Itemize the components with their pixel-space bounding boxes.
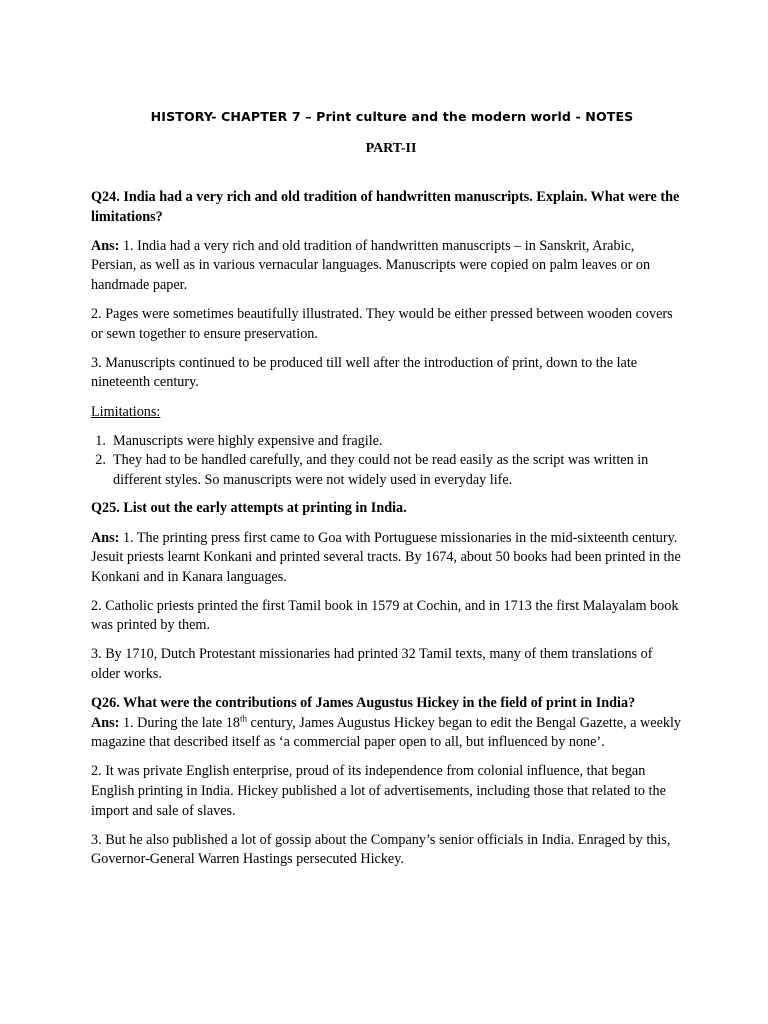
- q24-answer-3: 3. Manuscripts continued to be produced till well after the introduction of print, down to the late nineteenth century.: [91, 354, 638, 391]
- ans-label: Ans:: [91, 529, 120, 546]
- question-q24: Q24. India had a very rich and old tradition of handwritten manuscripts. Explain. What were the limitations?: [91, 189, 680, 225]
- limitations-list: [91, 432, 681, 491]
- limitations-heading: [91, 403, 681, 423]
- list-item: 2. They had to be handled carefully, and they could not be read easily as the script was written in different styles. So manuscripts were not widely used in everyday life.: [113, 451, 681, 490]
- part-heading: PART-II: [365, 140, 417, 156]
- q24-answer-2: 2. Pages were sometimes beautifully illustrated. They would be either pressed between wooden covers or sewn together to ensure preservation.: [91, 306, 673, 342]
- list-item: 1. Manuscripts were highly expensive and fragile.: [113, 432, 681, 452]
- q26-answer-1-text-b: century, James Augustus Hickey began to edit the Bengal Gazette, a weekly magazine that described itself as ‘a commercial paper open to all, but influenced by none’.: [91, 714, 682, 751]
- q25-answer-1: [91, 529, 681, 588]
- q26-answer-1: [91, 714, 681, 753]
- document-title: HISTORY- CHAPTER 7 – Print culture and the modern world - NOTES: [150, 109, 634, 124]
- q26-answer-2: 2. It was private English enterprise, proud of its independence from colonial influence, that began English printing in India. Hickey published a lot of advertisements, including those that related to the import and sale of slaves.: [91, 763, 666, 819]
- q25-answer-3: 3. By 1710, Dutch Protestant missionaries had printed 32 Tamil texts, many of them translations of older works.: [91, 646, 653, 683]
- q25-answer-1-text: 1. The printing press first came to Goa with Portuguese missionaries in the mid-sixteenth century. Jesuit priests learnt Konkani and printed several tracts. By 1674, about 50 books had been printed in the Konkani and in Kanara languages.: [91, 529, 681, 585]
- q24-answer-1: [91, 237, 681, 296]
- q24-answer-1-text: 1. India had a very rich and old tradition of handwritten manuscripts – in Sanskrit, Arabic, Persian, as well as in various vernacular languages. Manuscripts were copied on palm leaves or on handmade paper.: [91, 237, 651, 294]
- question-q26: Q26. What were the contributions of James Augustus Hickey in the field of print in India?: [91, 695, 636, 712]
- ans-label: Ans:: [91, 237, 120, 254]
- q26-answer-1-text-a: 1. During the late 18: [122, 714, 240, 731]
- ans-label: Ans:: [91, 714, 120, 731]
- question-q25: Q25. List out the early attempts at printing in India.: [91, 500, 407, 517]
- q25-answer-2: 2. Catholic priests printed the first Tamil book in 1579 at Cochin, and in 1713 the first Malayalam book was printed by them.: [91, 597, 679, 634]
- superscript-th: th: [239, 713, 247, 724]
- limitations-heading-text: Limitations:: [91, 403, 161, 420]
- document-body: [91, 107, 681, 879]
- q26-answer-3: 3. But he also published a lot of gossip about the Company’s senior officials in India. Enraged by this, Governor-General Warren Hastings persecuted Hickey.: [91, 831, 671, 868]
